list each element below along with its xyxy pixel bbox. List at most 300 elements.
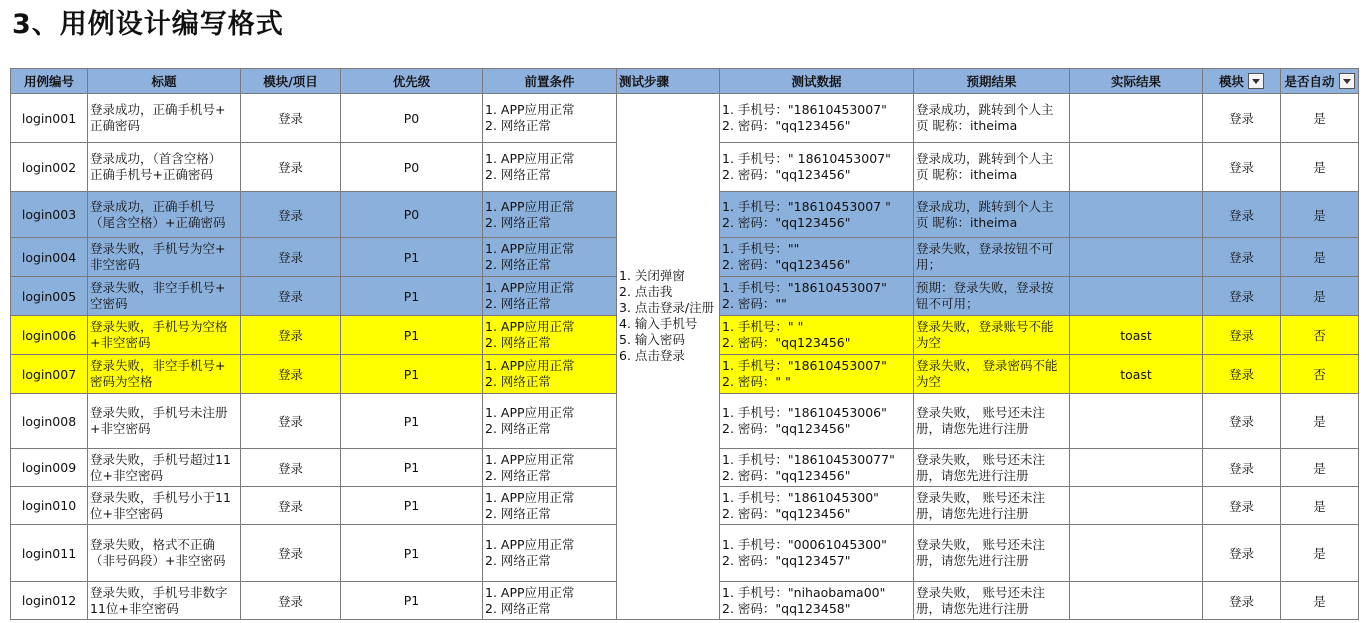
module2-cell[interactable]	[1203, 525, 1281, 582]
test-step: 3. 点击登录/注册	[619, 300, 715, 315]
auto-value: 否	[1313, 328, 1326, 343]
auto-cell[interactable]	[1281, 355, 1359, 394]
auto-value: 是	[1313, 250, 1326, 265]
priority-value: P0	[403, 207, 420, 222]
module2-value: 登录	[1228, 460, 1254, 476]
col-header-title[interactable]: 标题	[88, 69, 241, 94]
expected-line: 页 昵称：itheima	[916, 214, 1018, 230]
module2-value: 登录	[1228, 546, 1254, 561]
auto-cell[interactable]	[1281, 192, 1359, 238]
test-case-table	[10, 68, 1359, 620]
col-header-test-data[interactable]: 测试数据	[720, 69, 914, 94]
expected-line: 登录成功，跳转到个人主	[916, 102, 1054, 117]
precondition-line: 2. 网络正常	[485, 118, 551, 133]
expected-line: 登录失败， 登录密码不能	[916, 358, 1058, 373]
col-header-module-project[interactable]: 模块/项目	[241, 69, 341, 94]
expected-line: 册，请您先进行注册	[916, 421, 1029, 436]
module-cell[interactable]	[241, 238, 341, 277]
title-cell[interactable]	[88, 143, 241, 192]
priority-cell[interactable]	[341, 238, 483, 277]
module2-value: 登录	[1228, 289, 1254, 304]
auto-value: 是	[1313, 593, 1326, 609]
priority-value: P1	[403, 249, 420, 265]
expected-cell[interactable]	[914, 277, 1070, 316]
page-title: 3、用例设计编写格式	[12, 9, 284, 40]
priority-cell[interactable]	[341, 316, 483, 355]
precondition-line: 2. 网络正常	[485, 296, 551, 311]
test-data-cell[interactable]	[720, 192, 914, 238]
precondition-line: 2. 网络正常	[485, 374, 551, 389]
module2-value: 登录	[1228, 498, 1254, 514]
case-id: login001	[21, 110, 77, 126]
test-step: 4. 输入手机号	[619, 316, 698, 331]
module2-cell[interactable]	[1203, 143, 1281, 192]
precondition-line: 2. 网络正常	[485, 335, 551, 350]
test-data-line: 1. 手机号："18610453007"	[722, 358, 887, 373]
case-id-cell[interactable]	[11, 277, 88, 316]
expected-line: 册，请您先进行注册	[916, 505, 1029, 521]
test-data-cell[interactable]	[720, 394, 914, 449]
title-line: 登录失败，格式不正确	[90, 537, 216, 552]
expected-cell[interactable]	[914, 192, 1070, 238]
priority-cell[interactable]	[341, 277, 483, 316]
priority-value: P1	[403, 498, 420, 513]
title-line: 登录失败，非空手机号+	[90, 358, 226, 373]
title-line: 登录失败，手机号未注册	[90, 405, 228, 420]
expected-line: 页 昵称：itheima	[916, 167, 1018, 182]
test-data-cell[interactable]	[720, 355, 914, 394]
module2-cell[interactable]	[1203, 94, 1281, 143]
case-id: login006	[21, 327, 77, 343]
title-cell[interactable]	[88, 449, 241, 487]
title-line: 登录失败，手机号为空+	[90, 241, 226, 256]
priority-cell[interactable]	[341, 394, 483, 449]
priority-value: P1	[403, 593, 420, 608]
module-value: 登录	[277, 207, 303, 223]
module-cell[interactable]	[241, 449, 341, 487]
test-data-line: 1. 手机号："186104530077"	[722, 451, 895, 467]
module-value: 登录	[277, 111, 303, 126]
auto-value: 是	[1313, 111, 1326, 126]
precondition-line: 1. APP应用正常	[485, 584, 575, 600]
test-steps-list	[619, 94, 717, 364]
actual-cell[interactable]	[1070, 277, 1203, 316]
precondition-line: 2. 网络正常	[485, 467, 551, 483]
case-id-cell[interactable]	[11, 394, 88, 449]
precondition-line: 1. APP应用正常	[485, 358, 575, 373]
expected-line: 册，请您先进行注册	[916, 600, 1029, 616]
priority-value: P1	[403, 288, 420, 304]
module-value: 登录	[277, 367, 303, 382]
expected-cell[interactable]	[914, 143, 1070, 192]
precondition-cell[interactable]	[483, 316, 617, 355]
auto-cell[interactable]	[1281, 277, 1359, 316]
auto-value: 否	[1313, 367, 1326, 382]
module2-value: 登录	[1228, 328, 1254, 343]
module-value: 登录	[277, 460, 303, 476]
actual-cell[interactable]	[1070, 394, 1203, 449]
module-cell[interactable]	[241, 355, 341, 394]
auto-value: 是	[1313, 207, 1326, 223]
actual-cell[interactable]	[1070, 143, 1203, 192]
auto-cell[interactable]	[1281, 316, 1359, 355]
title-cell[interactable]	[88, 316, 241, 355]
priority-value: P1	[403, 413, 420, 429]
case-id: login005	[21, 288, 77, 304]
test-data-cell[interactable]	[720, 582, 914, 620]
expected-line: 预期：登录失败，登录按	[916, 280, 1054, 295]
module2-value: 登录	[1228, 111, 1254, 126]
module-value: 登录	[277, 546, 303, 561]
case-id-cell[interactable]	[11, 94, 88, 143]
expected-cell[interactable]	[914, 316, 1070, 355]
title-line: 登录失败，非空手机号+	[90, 280, 226, 295]
expected-line: 用；	[916, 257, 942, 272]
title-line: +非空密码	[90, 335, 151, 350]
test-data-line: 1. 手机号：" 18610453007"	[722, 151, 891, 166]
filter-dropdown-icon[interactable]	[1248, 73, 1264, 89]
auto-cell[interactable]	[1281, 525, 1359, 582]
module-cell[interactable]	[241, 277, 341, 316]
case-id: login010	[21, 498, 77, 513]
actual-cell[interactable]	[1070, 192, 1203, 238]
module2-cell[interactable]	[1203, 277, 1281, 316]
title-line: 位+非空密码	[90, 505, 163, 521]
precondition-cell[interactable]	[483, 394, 617, 449]
test-data-line: 2. 密码："qq123456"	[722, 257, 851, 272]
priority-cell[interactable]	[341, 94, 483, 143]
module2-value: 登录	[1228, 160, 1254, 175]
case-id: login008	[21, 413, 77, 429]
precondition-line: 2. 网络正常	[485, 214, 551, 230]
header-row	[11, 69, 1359, 94]
test-step: 5. 输入密码	[619, 332, 685, 347]
title-line: 正确密码	[90, 118, 141, 133]
precondition-line: 2. 网络正常	[485, 600, 551, 616]
priority-value: P0	[403, 159, 420, 175]
title-line: 登录成功，（首含空格）	[90, 151, 222, 166]
title-line: 空密码	[90, 296, 128, 311]
auto-cell[interactable]	[1281, 487, 1359, 525]
expected-line: 登录成功，跳转到个人主	[916, 151, 1054, 166]
precondition-cell[interactable]	[483, 277, 617, 316]
priority-cell[interactable]	[341, 449, 483, 487]
module2-cell[interactable]	[1203, 355, 1281, 394]
test-data-cell[interactable]	[720, 277, 914, 316]
module2-cell[interactable]	[1203, 582, 1281, 620]
expected-line: 登录成功，跳转到个人主	[916, 198, 1054, 214]
module-value: 登录	[277, 593, 303, 609]
col-header-module-label: 模块	[1218, 74, 1244, 89]
precondition-cell[interactable]	[483, 238, 617, 277]
title-line: 登录成功，正确手机号+	[90, 102, 226, 117]
expected-line: 登录失败， 账号还未注	[916, 451, 1045, 467]
col-header-priority[interactable]: 优先级	[341, 69, 483, 94]
module-cell[interactable]	[241, 487, 341, 525]
test-steps-cell[interactable]	[617, 94, 720, 620]
precondition-line: 1. APP应用正常	[485, 241, 575, 256]
test-data-cell[interactable]	[720, 487, 914, 525]
module-cell[interactable]	[241, 394, 341, 449]
module-cell[interactable]	[241, 94, 341, 143]
module-cell[interactable]	[241, 582, 341, 620]
expected-line: 册，请您先进行注册	[916, 467, 1029, 483]
test-data-line: 1. 手机号：""	[722, 241, 800, 256]
precondition-cell[interactable]	[483, 143, 617, 192]
case-id-cell[interactable]	[11, 316, 88, 355]
actual-cell[interactable]	[1070, 487, 1203, 525]
col-header-module[interactable]	[1203, 69, 1281, 94]
auto-cell[interactable]	[1281, 582, 1359, 620]
col-header-expected[interactable]: 预期结果	[914, 69, 1070, 94]
test-data-line: 1. 手机号："18610453007"	[722, 280, 887, 295]
module-cell[interactable]	[241, 192, 341, 238]
module2-value: 登录	[1228, 250, 1254, 265]
precondition-line: 1. APP应用正常	[485, 537, 575, 552]
test-data-line: 2. 密码："qq123458"	[722, 600, 851, 616]
test-data-line: 1. 手机号："18610453007"	[722, 102, 887, 117]
test-data-line: 2. 密码："qq123456"	[722, 335, 851, 350]
expected-cell[interactable]	[914, 449, 1070, 487]
case-id: login012	[21, 593, 77, 608]
test-data-line: 2. 密码："qq123457"	[722, 553, 851, 568]
title-cell[interactable]	[88, 192, 241, 238]
title-line: 登录失败，手机号为空格	[90, 319, 228, 334]
actual-value: toast	[1120, 327, 1152, 343]
precondition-line: 1. APP应用正常	[485, 102, 575, 117]
module2-value: 登录	[1228, 593, 1254, 609]
module2-cell[interactable]	[1203, 394, 1281, 449]
test-data-line: 2. 密码："qq123456"	[722, 167, 851, 182]
precondition-line: 1. APP应用正常	[485, 451, 575, 467]
title-line: 密码为空格	[90, 374, 153, 389]
title-line: +非空密码	[90, 421, 151, 436]
title-cell[interactable]	[88, 277, 241, 316]
title-cell[interactable]	[88, 582, 241, 620]
module-value: 登录	[277, 328, 303, 343]
auto-value: 是	[1313, 289, 1326, 304]
test-data-line: 1. 手机号："18610453006"	[722, 405, 887, 420]
title-cell[interactable]	[88, 525, 241, 582]
case-id-cell[interactable]	[11, 192, 88, 238]
actual-cell[interactable]	[1070, 525, 1203, 582]
expected-cell[interactable]	[914, 238, 1070, 277]
module-value: 登录	[277, 160, 303, 175]
expected-cell[interactable]	[914, 487, 1070, 525]
actual-cell[interactable]	[1070, 316, 1203, 355]
module-value: 登录	[277, 289, 303, 304]
precondition-cell[interactable]	[483, 355, 617, 394]
col-header-auto[interactable]	[1281, 69, 1359, 94]
expected-cell[interactable]	[914, 582, 1070, 620]
actual-cell[interactable]	[1070, 238, 1203, 277]
priority-value: P1	[403, 545, 420, 561]
test-data-line: 2. 密码："qq123456"	[722, 421, 851, 436]
precondition-line: 2. 网络正常	[485, 505, 551, 521]
col-header-precondition[interactable]: 前置条件	[483, 69, 617, 94]
actual-value: toast	[1120, 366, 1152, 382]
col-header-actual[interactable]: 实际结果	[1070, 69, 1203, 94]
precondition-line: 2. 网络正常	[485, 167, 551, 182]
precondition-cell[interactable]	[483, 582, 617, 620]
case-id: login004	[21, 249, 77, 265]
test-step: 6. 点击登录	[619, 348, 685, 363]
test-data-cell[interactable]	[720, 94, 914, 143]
title-line: 登录失败，手机号小于11	[90, 489, 231, 505]
priority-cell[interactable]	[341, 525, 483, 582]
col-header-auto-label: 是否自动	[1284, 74, 1335, 89]
auto-cell[interactable]	[1281, 143, 1359, 192]
case-id-cell[interactable]	[11, 238, 88, 277]
test-data-cell[interactable]	[720, 316, 914, 355]
precondition-cell[interactable]	[483, 94, 617, 143]
precondition-cell[interactable]	[483, 192, 617, 238]
title-line: （非号码段）+非空密码	[90, 553, 226, 568]
module-value: 登录	[277, 414, 303, 429]
precondition-line: 1. APP应用正常	[485, 151, 575, 166]
expected-cell[interactable]	[914, 355, 1070, 394]
actual-cell[interactable]	[1070, 94, 1203, 143]
test-data-line: 1. 手机号："00061045300"	[722, 537, 887, 552]
expected-line: 登录失败， 账号还未注	[916, 584, 1045, 600]
priority-cell[interactable]	[341, 582, 483, 620]
title-cell[interactable]	[88, 238, 241, 277]
module2-cell[interactable]	[1203, 316, 1281, 355]
test-data-line: 2. 密码：""	[722, 296, 787, 311]
auto-cell[interactable]	[1281, 238, 1359, 277]
module-cell[interactable]	[241, 143, 341, 192]
table-row	[11, 94, 1359, 143]
auto-value: 是	[1313, 160, 1326, 175]
test-data-cell[interactable]	[720, 449, 914, 487]
auto-value: 是	[1313, 546, 1326, 561]
case-id: login009	[21, 460, 77, 475]
expected-line: 登录失败， 账号还未注	[916, 489, 1045, 505]
test-data-line: 1. 手机号："nihaobama00"	[722, 584, 886, 600]
auto-value: 是	[1313, 498, 1326, 514]
test-data-line: 1. 手机号：" "	[722, 319, 804, 334]
priority-cell[interactable]	[341, 192, 483, 238]
expected-line: 为空	[916, 374, 942, 389]
expected-line: 登录失败， 账号还未注	[916, 537, 1045, 552]
title-cell[interactable]	[88, 487, 241, 525]
case-id-cell[interactable]	[11, 582, 88, 620]
title-line: 正确手机号+正确密码	[90, 167, 213, 182]
test-step: 2. 点击我	[619, 284, 673, 299]
test-data-line: 1. 手机号："1861045300"	[722, 489, 879, 505]
actual-cell[interactable]	[1070, 449, 1203, 487]
precondition-line: 1. APP应用正常	[485, 198, 575, 214]
case-id-cell[interactable]	[11, 143, 88, 192]
case-id-cell[interactable]	[11, 487, 88, 525]
auto-cell[interactable]	[1281, 94, 1359, 143]
module2-value: 登录	[1228, 414, 1254, 429]
precondition-cell[interactable]	[483, 487, 617, 525]
actual-cell[interactable]	[1070, 355, 1203, 394]
title-cell[interactable]	[88, 355, 241, 394]
precondition-line: 1. APP应用正常	[485, 405, 575, 420]
auto-cell[interactable]	[1281, 449, 1359, 487]
precondition-cell[interactable]	[483, 449, 617, 487]
expected-cell[interactable]	[914, 394, 1070, 449]
test-data-line: 2. 密码："qq123456"	[722, 505, 851, 521]
test-data-line: 2. 密码：" "	[722, 374, 791, 389]
module2-cell[interactable]	[1203, 487, 1281, 525]
module2-value: 登录	[1228, 367, 1254, 382]
precondition-line: 1. APP应用正常	[485, 319, 575, 334]
precondition-line: 1. APP应用正常	[485, 489, 575, 505]
module2-value: 登录	[1228, 207, 1254, 223]
case-id: login002	[21, 159, 77, 175]
filter-dropdown-icon[interactable]	[1339, 73, 1355, 89]
precondition-cell[interactable]	[483, 525, 617, 582]
priority-value: P1	[403, 366, 420, 382]
case-id-cell[interactable]	[11, 449, 88, 487]
priority-value: P1	[403, 327, 420, 343]
expected-line: 登录失败，登录按钮不可	[916, 241, 1054, 256]
module-value: 登录	[277, 498, 303, 514]
expected-line: 页 昵称：itheima	[916, 118, 1018, 133]
precondition-line: 2. 网络正常	[485, 257, 551, 272]
title-line: 位+非空密码	[90, 467, 163, 483]
test-data-cell[interactable]	[720, 525, 914, 582]
col-header-case-id[interactable]: 用例编号	[11, 69, 88, 94]
case-id-cell[interactable]	[11, 525, 88, 582]
case-id-cell[interactable]	[11, 355, 88, 394]
title-line: 登录失败，手机号超过11	[90, 451, 231, 467]
test-data-line: 2. 密码："qq123456"	[722, 118, 851, 133]
module-cell[interactable]	[241, 316, 341, 355]
priority-cell[interactable]	[341, 355, 483, 394]
precondition-line: 2. 网络正常	[485, 421, 551, 436]
auto-value: 是	[1313, 460, 1326, 476]
test-data-line: 1. 手机号："18610453007 "	[722, 198, 891, 214]
auto-cell[interactable]	[1281, 394, 1359, 449]
precondition-line: 2. 网络正常	[485, 553, 551, 568]
module2-cell[interactable]	[1203, 192, 1281, 238]
expected-line: 钮不可用；	[916, 296, 979, 311]
priority-value: P0	[403, 110, 420, 126]
module2-cell[interactable]	[1203, 449, 1281, 487]
priority-value: P1	[403, 460, 420, 475]
case-id: login003	[21, 207, 77, 222]
precondition-line: 1. APP应用正常	[485, 280, 575, 295]
title-line: 11位+非空密码	[90, 600, 179, 616]
module2-cell[interactable]	[1203, 238, 1281, 277]
expected-cell[interactable]	[914, 525, 1070, 582]
col-header-test-steps[interactable]: 测试步骤	[617, 69, 720, 94]
case-id: login007	[21, 366, 77, 382]
expected-line: 为空	[916, 335, 942, 350]
expected-line: 册，请您先进行注册	[916, 553, 1029, 568]
case-id: login011	[21, 545, 77, 561]
priority-cell[interactable]	[341, 143, 483, 192]
module-cell[interactable]	[241, 525, 341, 582]
actual-cell[interactable]	[1070, 582, 1203, 620]
title-cell[interactable]	[88, 394, 241, 449]
title-line: 登录失败，手机号非数字	[90, 584, 228, 600]
test-step: 1. 关闭弹窗	[619, 268, 685, 283]
module-value: 登录	[277, 250, 303, 265]
title-line: 非空密码	[90, 257, 141, 272]
auto-value: 是	[1313, 414, 1326, 429]
priority-cell[interactable]	[341, 487, 483, 525]
test-data-cell[interactable]	[720, 238, 914, 277]
test-data-cell[interactable]	[720, 143, 914, 192]
title-cell[interactable]	[88, 94, 241, 143]
expected-cell[interactable]	[914, 94, 1070, 143]
test-data-line: 2. 密码："qq123456"	[722, 214, 851, 230]
